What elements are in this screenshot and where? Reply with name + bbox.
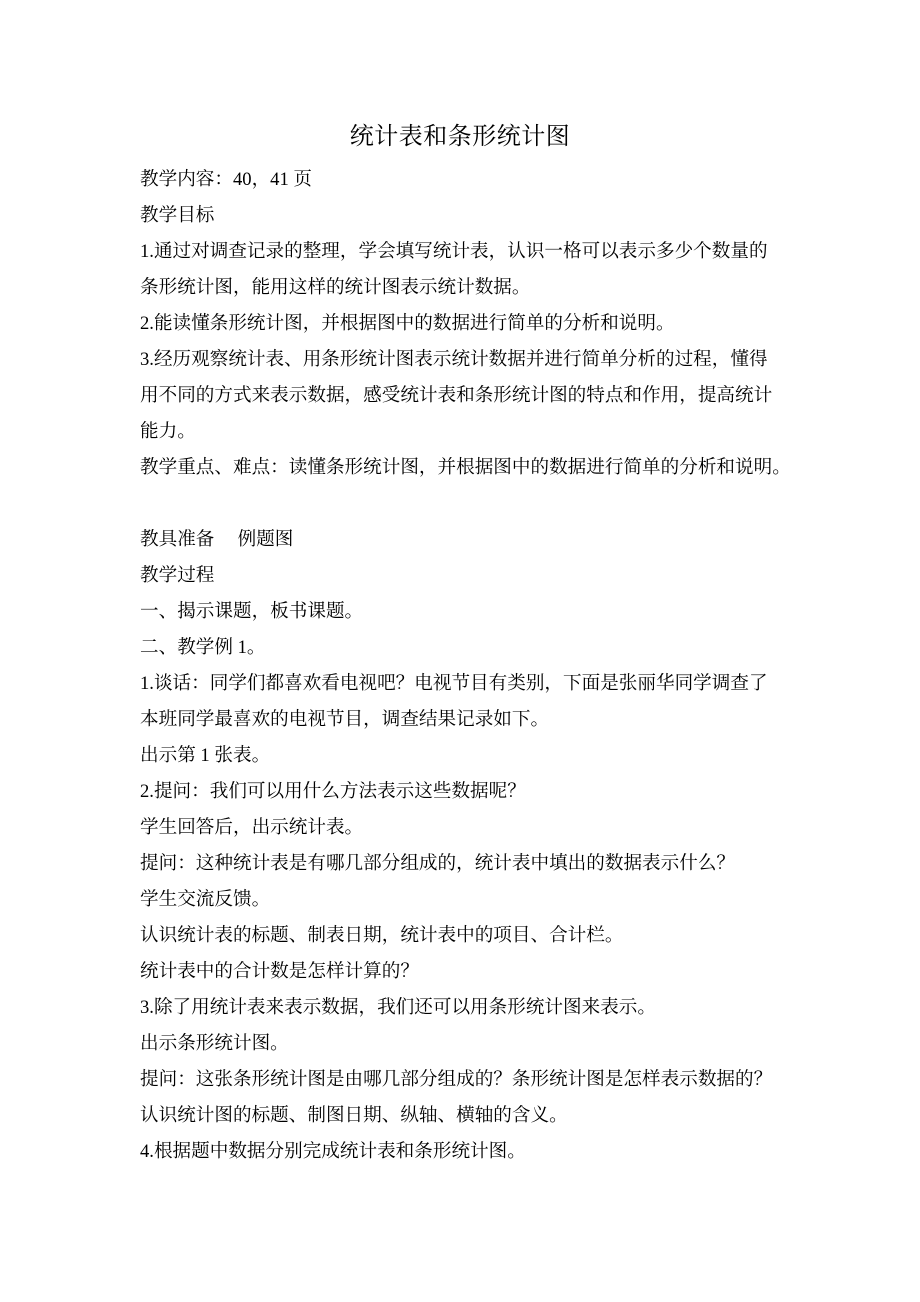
process-line: 4.根据题中数据分别完成统计表和条形统计图。 (140, 1141, 526, 1162)
teaching-process-heading: 教学过程 (140, 565, 215, 586)
goal-3-line-2: 用不同的方式来表示数据，感受统计表和条形统计图的特点和作用，提高统计 (140, 385, 773, 406)
process-line: 认识统计表的标题、制表日期，统计表中的项目、合计栏。 (140, 925, 624, 946)
goal-3-line-1: 3.经历观察统计表、用条形统计图表示统计数据并进行简单分析的过程，懂得 (140, 349, 768, 370)
document-body (140, 162, 800, 1170)
goal-2: 2.能读懂条形统计图，并根据图中的数据进行简单的分析和说明。 (140, 313, 675, 334)
teaching-aids-line: 教具准备 例题图 (140, 529, 294, 550)
process-line: 认识统计图的标题、制图日期、纵轴、横轴的含义。 (140, 1105, 568, 1126)
process-line: 出示条形统计图。 (140, 1033, 289, 1054)
goal-1-line-1: 1.通过对调查记录的整理，学会填写统计表，认识一格可以表示多少个数量的 (140, 241, 768, 262)
key-points-line: 教学重点、难点：读懂条形统计图，并根据图中的数据进行简单的分析和说明。 (140, 457, 791, 478)
goal-3-line-3: 能力。 (140, 421, 196, 442)
process-line: 统计表中的合计数是怎样计算的？ (140, 961, 419, 982)
process-line: 2.提问：我们可以用什么方法表示这些数据呢？ (140, 781, 526, 802)
goal-1-line-2: 条形统计图，能用这样的统计图表示统计数据。 (140, 277, 531, 298)
blank-line (140, 486, 800, 522)
process-line: 出示第 1 张表。 (140, 745, 271, 766)
process-line: 本班同学最喜欢的电视节目，调查结果记录如下。 (140, 709, 550, 730)
process-line: 学生交流反馈。 (140, 889, 271, 910)
process-line: 3.除了用统计表来表示数据，我们还可以用条形统计图来表示。 (140, 997, 656, 1018)
process-line: 提问：这张条形统计图是由哪几部分组成的？条形统计图是怎样表示数据的？ (140, 1069, 773, 1090)
step-2-heading: 二、教学例 1。 (140, 637, 266, 658)
document-title: 统计表和条形统计图 (349, 122, 571, 150)
teaching-content-line: 教学内容：40，41 页 (140, 169, 312, 190)
process-line: 提问：这种统计表是有哪几部分组成的，统计表中填出的数据表示什么？ (140, 853, 736, 874)
teaching-goals-heading: 教学目标 (140, 205, 215, 226)
process-line: 1.谈话：同学们都喜欢看电视吧？电视节目有类别，下面是张丽华同学调查了 (140, 673, 768, 694)
step-1-heading: 一、揭示课题，板书课题。 (140, 601, 364, 622)
process-line: 学生回答后，出示统计表。 (140, 817, 364, 838)
